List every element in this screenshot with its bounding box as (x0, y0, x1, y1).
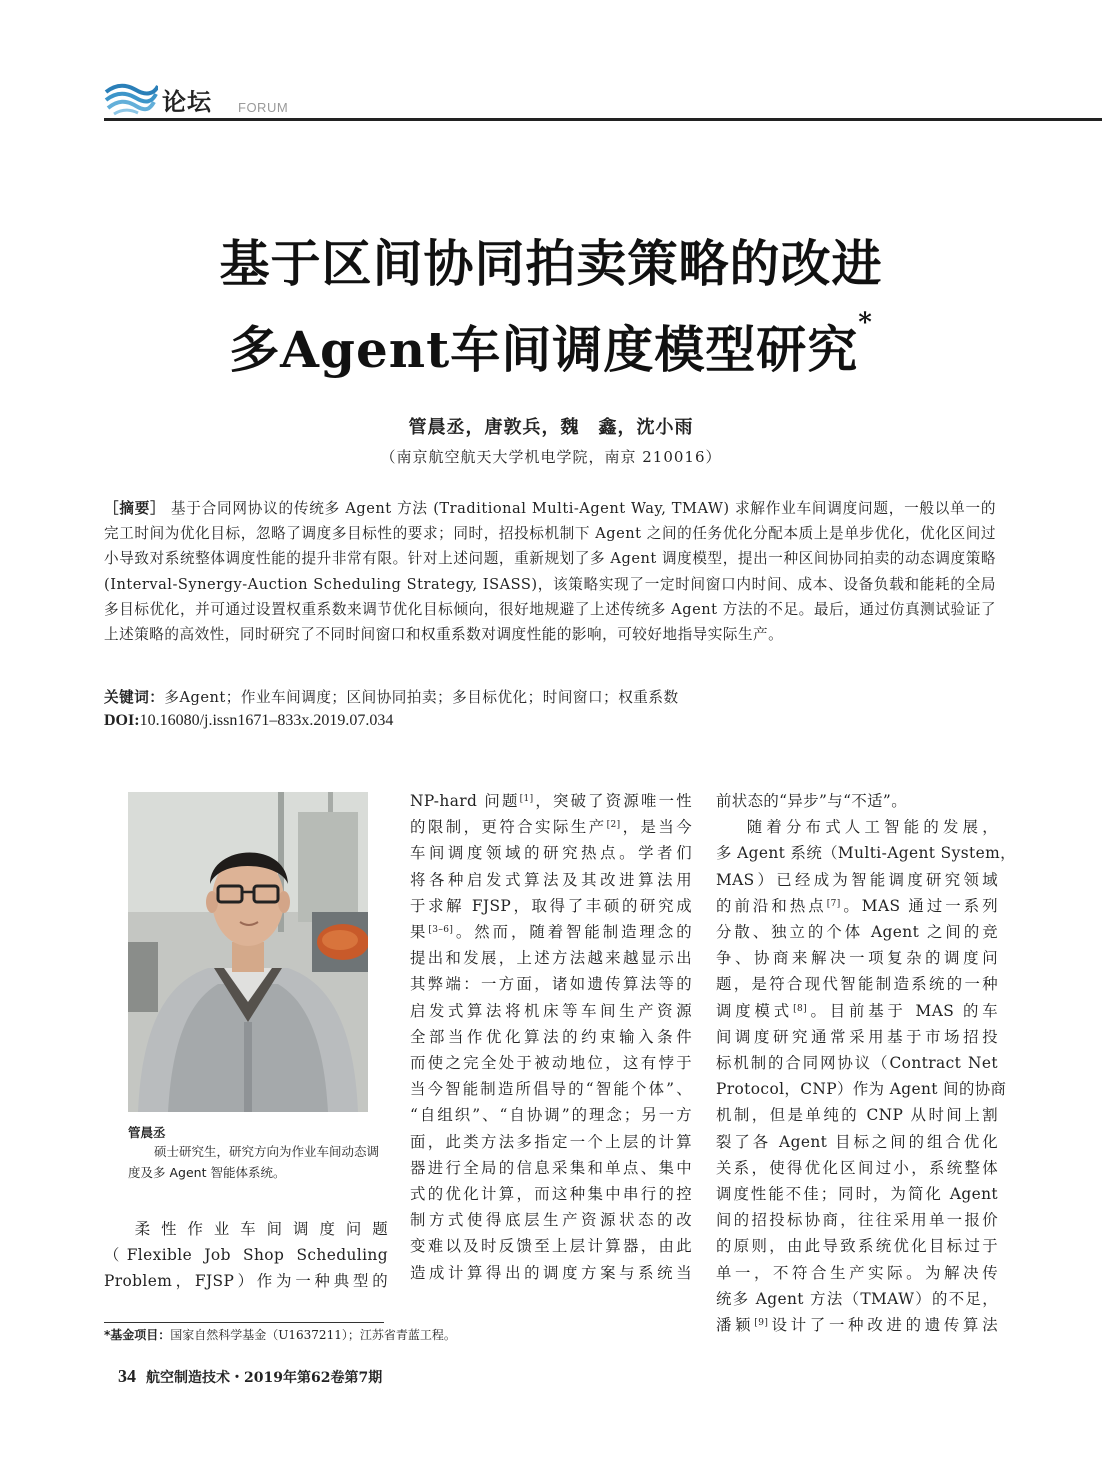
body-line (716, 893, 998, 919)
doi (104, 712, 393, 730)
body-text: 。目前基于 MAS 的车 (807, 1001, 998, 1020)
body-text: 间的招投标协商，往往采用单一报价 (716, 1211, 998, 1230)
abstract-label: ［摘要］ (104, 500, 166, 517)
citation-ref: [2] (606, 820, 621, 831)
funding-footnote (104, 1326, 456, 1343)
body-text: 制方式使得底层生产资源状态的改 (410, 1211, 692, 1230)
body-text: Protocol，CNP）作为 Agent 间的协商 (716, 1080, 1007, 1099)
citation-ref: [7] (826, 898, 841, 909)
body-text: 于求解 FJSP，取得了丰硕的研究成 (410, 896, 692, 915)
body-text: 关系，使得优化区间过小，系统整体 (716, 1158, 998, 1177)
body-text: 机制，但是单纯的 CNP 从时间上割 (716, 1106, 998, 1125)
body-column-1 (104, 1216, 388, 1295)
section-name-en: FORUM (238, 100, 289, 115)
body-line (716, 945, 998, 971)
body-text: 。然而，随着智能制造理念的 (453, 923, 692, 942)
footnote-text: 国家自然科学基金（U1637211）；江苏省青蓝工程。 (170, 1328, 456, 1342)
body-line (716, 1155, 998, 1181)
body-text: 造成计算得出的调度方案与系统当 (410, 1263, 692, 1282)
body-line (716, 1207, 998, 1233)
body-line (410, 1102, 692, 1128)
body-text: “自组织”、“自协调”的理念；另一方 (410, 1106, 692, 1125)
body-text: 果 (410, 923, 429, 942)
body-line (410, 1207, 692, 1233)
body-text: 随着分布式人工智能的发展， (746, 818, 998, 837)
author-photo (128, 792, 368, 1112)
body-line (410, 971, 692, 997)
body-line (410, 788, 692, 814)
body-line (716, 1233, 998, 1259)
body-text: MAS）已经成为智能调度研究领域 (716, 870, 998, 889)
body-line (410, 867, 692, 893)
body-line (410, 919, 692, 945)
forum-wave-logo-icon (104, 78, 158, 116)
citation-ref: [9] (754, 1318, 769, 1329)
body-text: 题，是符合现代智能制造系统的一种 (716, 975, 998, 994)
body-text: NP-hard 问题 (410, 792, 520, 810)
body-text: 多 Agent 系统（Multi-Agent System， (716, 844, 1016, 863)
body-text: 争、协商来解决一项复杂的调度问 (716, 949, 998, 968)
body-line (716, 998, 998, 1024)
article-title-line2 (0, 310, 1102, 382)
body-text: 间调度研究通常采用基于市场招投 (716, 1027, 998, 1046)
body-line (716, 814, 998, 840)
body-line (410, 1260, 692, 1286)
body-line (410, 1129, 692, 1155)
doi-value: 10.16080/j.issn1671–833x.2019.07.034 (139, 712, 394, 729)
body-line (716, 788, 998, 814)
author-photo-illustration (128, 792, 368, 1112)
body-line (716, 1024, 998, 1050)
abstract (104, 496, 996, 647)
body-text: 调度性能不佳；同时，为简化 Agent (716, 1185, 998, 1204)
body-line: （Flexible Job Shop Scheduling (104, 1246, 388, 1265)
body-line (716, 919, 998, 945)
body-text: 的前沿和热点 (716, 896, 827, 915)
body-line (410, 945, 692, 971)
body-line (716, 1102, 998, 1128)
body-text: 车间调度领域的研究热点。学者们 (410, 844, 692, 863)
body-line (410, 1076, 692, 1102)
doi-label: DOI: (104, 712, 140, 729)
journal-issue: 航空制造技术・2019年第62卷第7期 (146, 1370, 383, 1386)
citation-ref: [1] (519, 794, 534, 804)
body-line (716, 1181, 998, 1207)
body-line (716, 840, 1016, 866)
section-header (104, 74, 1102, 124)
body-text: 的限制，更符合实际生产 (410, 818, 607, 837)
footnote-label: *基金项目： (104, 1328, 171, 1342)
body-line (716, 1312, 998, 1338)
keywords-text: 多Agent；作业车间调度；区间协同拍卖；多目标优化；时间窗口；权重系数 (164, 689, 679, 706)
body-line (410, 1155, 692, 1181)
page-number: 34 (118, 1366, 136, 1386)
body-line (410, 840, 692, 866)
body-text: 器进行全局的信息采集和单点、集中 (410, 1158, 692, 1177)
photo-caption-description: 硕士研究生，研究方向为作业车间动态调度及多 Agent 智能体系统。 (128, 1144, 380, 1180)
keywords-label: 关键词： (104, 689, 165, 706)
body-line (410, 1181, 692, 1207)
header-rule (104, 118, 1102, 121)
body-text: 其弊端：一方面，诸如遗传算法等的 (410, 975, 692, 994)
body-line (716, 1076, 1007, 1102)
body-column-3 (716, 788, 1016, 1338)
body-line (410, 1233, 692, 1259)
article-title-line2-text: 多Agent车间调度模型研究 (229, 320, 859, 379)
photo-caption-name: 管晨丞 (128, 1125, 166, 1140)
body-text: 调度模式 (716, 1001, 794, 1020)
article-title-line1: 基于区间协同拍卖策略的改进 (219, 234, 883, 293)
body-text: 面，此类方法多指定一个上层的计算 (410, 1132, 692, 1151)
body-text: 裂了各 Agent 目标之间的组合优化 (716, 1132, 998, 1151)
body-text: 统多 Agent 方法（TMAW）的不足， (716, 1289, 998, 1308)
body-text: ，突破了资源唯一性 (533, 792, 692, 810)
body-text: 标机制的合同网协议（Contract Net (716, 1054, 998, 1073)
body-text: 提出和发展，上述方法越来越显示出 (410, 949, 692, 968)
body-column-2 (410, 788, 692, 1286)
section-name-cn: 论坛 (162, 88, 212, 116)
body-line (716, 1129, 998, 1155)
body-text: 启发式算法将机床等车间生产资源 (410, 1001, 692, 1020)
author-list: 管晨丞，唐敦兵，魏 鑫，沈小雨 (408, 417, 694, 438)
body-line (410, 998, 692, 1024)
body-line: 柔性作业车间调度问题 (134, 1220, 388, 1238)
body-text: 单一，不符合生产实际。为解决传 (716, 1263, 998, 1282)
abstract-text: 基于合同网协议的传统多 Agent 方法 (Traditional Multi-Agent Way, TMAW) 求解作业车间调度问题，一般以单一的完工时间为优化目标，忽略了调度多目标性的要求；同时，招投标机制下 Agent 之间的任务优化分配本质上是单步优化，优化区间过小导致对系统整体调度性能的提升非常有限。针对上述问题，重新规划了多 Agent 调度模型，提出一种区间协同拍卖的动态调度策略 (Interval-Synergy-Auction Scheduling Strategy, ISASS)，该策略实现了一定时间窗口内时间、成本、设备负载和能耗的全局多目标优化，并可通过设置权重系数来调节优化目标倾向，很好地规避了上述传统多 Agent 方法的不足。最后，通过仿真测试验证了上述策略的高效性，同时研究了不同时间窗口和权重系数对调度性能的影响，可较好地指导实际生产。 (104, 500, 997, 644)
body-text: 变难以及时反馈至上层计算器，由此 (410, 1237, 692, 1256)
body-line (410, 1050, 692, 1076)
body-line (410, 814, 692, 840)
body-line (410, 1024, 692, 1050)
page-footer (118, 1366, 382, 1387)
body-text: 当今智能制造所倡导的“智能个体”、 (410, 1080, 692, 1099)
body-text: 而使之完全处于被动地位，这有悖于 (410, 1054, 692, 1073)
body-text: 全部当作优化算法的约束输入条件 (410, 1027, 692, 1046)
body-line (716, 867, 998, 893)
author-affiliation: （南京航空航天大学机电学院，南京 210016） (380, 448, 722, 466)
citation-ref: [3–6] (428, 925, 454, 936)
body-text: 前状态的“异步”与“不适”。 (716, 792, 907, 810)
body-line (716, 1050, 998, 1076)
body-line (410, 893, 692, 919)
body-text: 将各种启发式算法及其改进算法用 (410, 870, 692, 889)
body-text: 设计了一种改进的遗传算法 (768, 1316, 998, 1335)
body-text: 的原则，由此导致系统优化目标过于 (716, 1237, 998, 1256)
body-text: 分散、独立的个体 Agent 之间的竞 (716, 923, 998, 942)
body-text: 。MAS 通过一系列 (840, 896, 998, 915)
body-line (716, 971, 998, 997)
body-text: 潘颖 (716, 1316, 755, 1335)
body-line (716, 1260, 998, 1286)
citation-ref: [8] (793, 1003, 808, 1014)
title-footnote-mark: * (858, 308, 873, 338)
body-text: ，是当今 (620, 818, 692, 837)
body-line: Problem，FJSP）作为一种典型的 (104, 1272, 388, 1291)
keywords (104, 686, 996, 710)
body-line (716, 1286, 998, 1312)
footnote-rule (104, 1322, 384, 1323)
body-text: 式的优化计算，而这种集中串行的控 (410, 1185, 692, 1204)
